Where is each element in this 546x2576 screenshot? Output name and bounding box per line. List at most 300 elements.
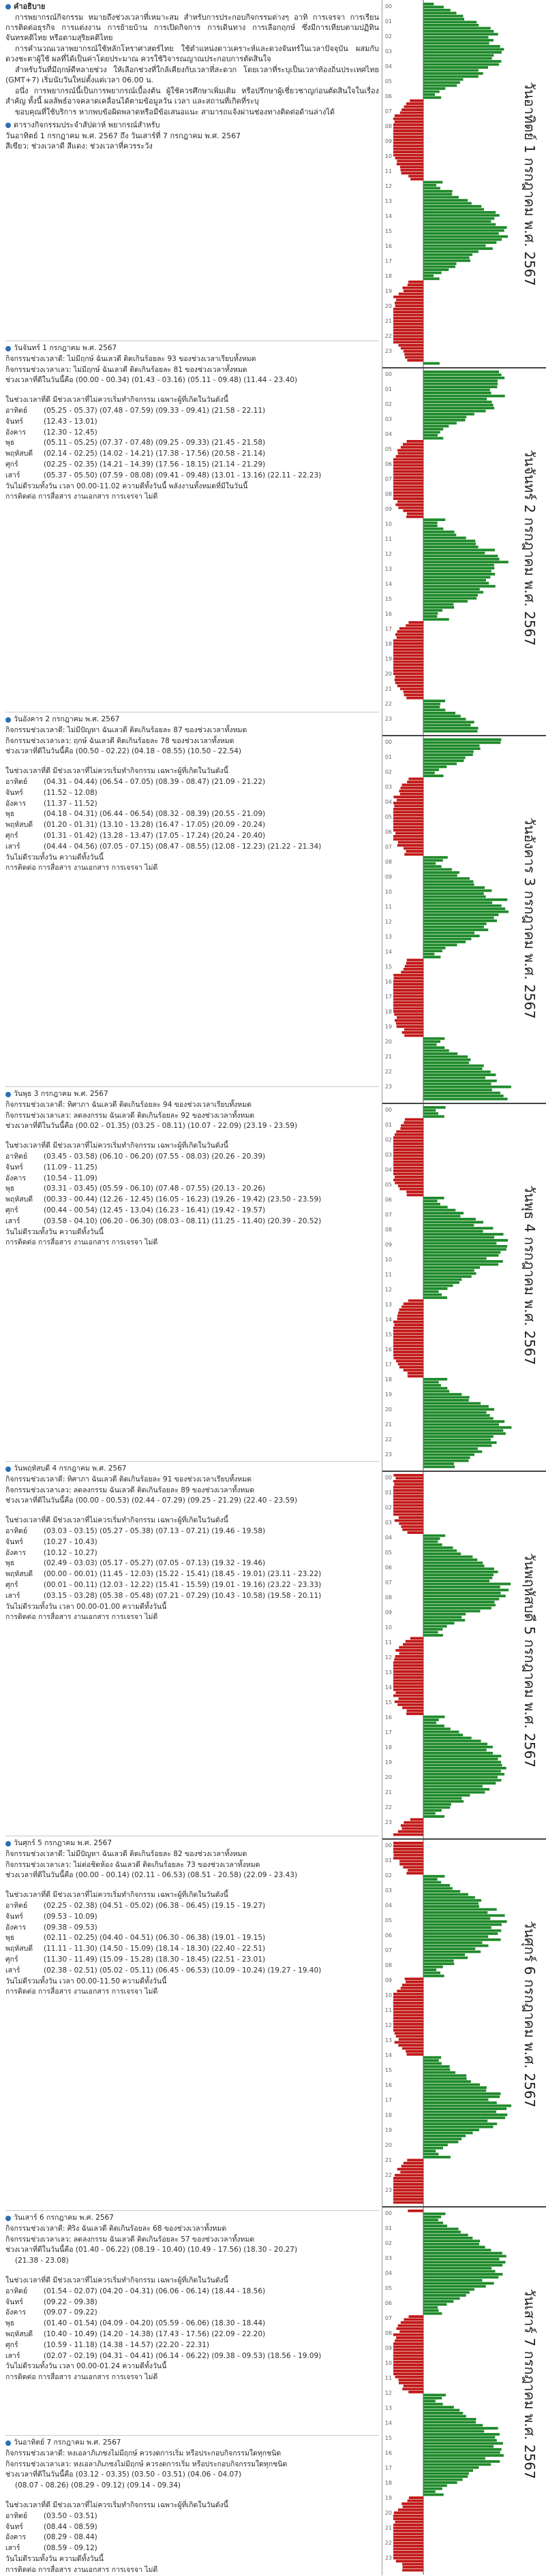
day-chart-panel: [382, 0, 546, 368]
weekday-row: [5, 1901, 379, 1912]
good-time-bar: [423, 2056, 441, 2059]
hour-label: 15: [384, 1699, 392, 1706]
bad-time-bar: [395, 1477, 423, 1479]
good-time-bar: [423, 1115, 444, 1118]
bad-time-bar: [407, 781, 423, 783]
good-time-bar: [423, 1248, 506, 1251]
hour-label: 09: [384, 1609, 392, 1616]
bad-time-bar: [393, 329, 423, 332]
bad-time-bar: [393, 491, 423, 494]
hour-label: 02: [384, 33, 392, 40]
good-time-bar: [423, 883, 474, 886]
weekday-row: [5, 2308, 379, 2319]
weekday-row: [5, 1548, 379, 1559]
bad-time-bar: [393, 2011, 423, 2013]
good-time-bar: [423, 60, 502, 63]
bad-time-bar: [393, 1670, 423, 1673]
good-time-bar: [423, 1067, 483, 1070]
hour-label: 22: [384, 2540, 392, 2546]
good-time-bar: [423, 2107, 506, 2110]
hour-label: 19: [384, 2495, 392, 2501]
good-time-bar: [423, 1791, 485, 1794]
bad-time-bar: [393, 1854, 423, 1857]
good-range-cont: (08.07 - 08.26) (08.29 - 09.12) (09.14 - 09.34): [15, 2481, 181, 2490]
bad-time-bar: [393, 497, 423, 500]
good-time-bar: [423, 2463, 491, 2466]
good-time-bar: [423, 1550, 457, 1552]
bad-time-bar: [398, 1830, 423, 1833]
good-time-bar: [423, 2273, 502, 2276]
hour-label: 04: [384, 1535, 392, 1541]
good-time-bar: [423, 1393, 461, 1396]
good-time-bar: [423, 892, 484, 895]
day-note: วันไม่ดีรวมทั้งวัน ความดีทั้งวันนี้: [5, 1227, 104, 1236]
bad-time-bar: [395, 2340, 423, 2342]
good-time-bar: [423, 1788, 489, 1791]
bad-time-bar: [399, 344, 424, 347]
good-time-bar: [423, 1040, 440, 1043]
good-time-bar: [423, 2442, 503, 2445]
intro-heading: [5, 1, 379, 12]
bad-time-bar: [396, 2336, 423, 2339]
good-time-bar: [423, 205, 481, 208]
good-time-bar: [423, 949, 442, 952]
bad-time-bar: [403, 1643, 423, 1646]
good-time-bar: [423, 1881, 441, 1884]
good-time-bar: [423, 947, 446, 949]
good-time-bar: [423, 856, 448, 859]
good-time-bar: [423, 5, 444, 8]
day-title-row: [5, 1838, 379, 1849]
bad-time-bar: [404, 968, 423, 971]
spacer: [5, 1132, 379, 1141]
good-time-bar: [423, 1945, 489, 1947]
good-time-bar: [423, 1293, 442, 1296]
hour-label: 01: [384, 386, 392, 392]
panel-separator: [382, 735, 546, 736]
good-time-bar: [423, 956, 440, 958]
good-time-bar: [423, 2421, 476, 2423]
panel-separator: [382, 1838, 546, 1840]
hour-label: 19: [384, 1024, 392, 1030]
hour-label: 03: [384, 416, 392, 422]
good-time-bar: [423, 1088, 492, 1091]
good-time-bar: [423, 1592, 501, 1595]
weekday-times: (10.12 - 10.27): [44, 1548, 97, 1557]
bad-time-bar: [405, 356, 423, 359]
hour-label: 22: [384, 333, 392, 339]
hour-label: 13: [384, 566, 392, 572]
good-time-bar: [423, 184, 436, 187]
good-time-bar: [423, 1953, 465, 1956]
bad-time-bar: [393, 323, 423, 326]
bad-time-bar: [393, 1842, 423, 1844]
good-time-bar: [423, 1077, 485, 1080]
good-time-bar: [423, 738, 501, 741]
good-time-bar: [423, 1577, 492, 1580]
weekday-times: (03.58 - 04.10) (06.20 - 06.30) (08.03 - 08.11) (11.25 - 11.40) (20.39 - 20.52): [44, 1216, 322, 1225]
bad-time-bar: [393, 670, 423, 672]
weekday-row: [5, 1174, 379, 1184]
bad-time-bar: [406, 1640, 423, 1643]
good-time-bar: [423, 202, 472, 205]
bad-time-bar: [393, 657, 423, 660]
bad-time-bar: [393, 983, 423, 986]
weekday-name: พฤหัสบดี: [5, 2329, 33, 2338]
hour-label: 11: [384, 904, 392, 910]
bad-time-bar: [406, 697, 423, 700]
good-time-bar: [423, 1460, 469, 1462]
bad-time-bar: [401, 1125, 423, 1127]
hour-label: 11: [384, 2007, 392, 2013]
weekday-times: (09.22 - 09.38): [44, 2297, 97, 2306]
good-time-bar: [423, 9, 451, 12]
good-time-bar: [423, 15, 463, 18]
bad-time-bar: [399, 627, 423, 630]
good-time-bar: [423, 2403, 443, 2406]
hour-label: 10: [384, 1992, 392, 1998]
hour-label: 14: [384, 581, 392, 587]
hour-label: 05: [384, 1550, 392, 1556]
good-activity: กิจกรรมช่วงเวลาดี: ทิศาภา ฉันเลวดี ติดเกินร้อยละ 94 ของช่วงเวลาเรียบทั้งหมด: [5, 1100, 252, 1109]
weekday-row: [5, 820, 379, 831]
bad-time-bar: [393, 123, 423, 126]
good-time-bar: [423, 1402, 481, 1405]
bad-time-bar: [393, 1834, 423, 1836]
bad-time-bar: [393, 482, 423, 485]
bad-time-bar: [393, 1148, 423, 1151]
day-note: การติดต่อ การสื่อสาร งานเอกสาร การเจรจา ไม่ดี: [5, 1238, 158, 1247]
bad-time-bar: [393, 2524, 423, 2526]
hour-label: 03: [384, 2255, 392, 2261]
weekday-name: อาทิตย์: [5, 2511, 28, 2520]
weekday-times: (03.03 - 03.15) (05.27 - 05.38) (07.13 - 07.21) (19.46 - 19.58): [44, 1526, 266, 1535]
good-time-bar: [423, 425, 449, 428]
good-time-bar: [423, 543, 476, 546]
bad-time-bar: [395, 2032, 423, 2035]
day-note: วันไม่ดีรวมทั้งวัน เวลา 00.00-01.00 ความดีทั้งวันนี้: [5, 1602, 167, 1611]
good-time-bar: [423, 2071, 455, 2074]
good-time-bar: [423, 1776, 498, 1778]
bad-time-bar: [393, 320, 423, 323]
bad-time-bar: [408, 1372, 423, 1375]
good-time-bar: [423, 2291, 470, 2294]
good-time-bar: [423, 274, 434, 277]
legend-colors: สีเขียว: ช่วงเวลาดี สีแดง: ช่วงเวลาที่ควรระวัง: [5, 142, 153, 151]
good-time-bar: [423, 379, 498, 382]
bad-time-bar: [394, 1483, 423, 1486]
bad-time-bar: [393, 1676, 423, 1679]
good-time-bar: [423, 2484, 447, 2487]
good-time-bar: [423, 2457, 485, 2460]
good-time-bar: [423, 1203, 440, 1206]
hour-label: 13: [384, 934, 392, 940]
good-time-bar: [423, 1607, 491, 1609]
good-time-bar: [423, 896, 486, 898]
good-time-bar: [423, 2309, 439, 2312]
good-time-bar: [423, 1112, 438, 1115]
good-time-bar: [423, 1197, 444, 1199]
good-time-bar: [423, 524, 438, 527]
good-time-bar: [423, 917, 494, 920]
weekday-row: [5, 788, 379, 799]
good-time-bar: [423, 1046, 444, 1049]
good-time-bar: [423, 2231, 461, 2233]
hour-label: 23: [384, 716, 392, 722]
bad-time-bar: [406, 1712, 423, 1715]
good-time-bar: [423, 576, 490, 579]
good-time-bar: [423, 1411, 487, 1414]
good-time-bar: [423, 768, 439, 771]
bad-time-bar: [393, 1157, 423, 1160]
good-time-bar: [423, 389, 490, 392]
bad-time-bar: [407, 1710, 423, 1712]
bad-time-bar: [401, 169, 424, 172]
hour-label: 01: [384, 1857, 392, 1864]
good-time-bar: [423, 1941, 482, 1944]
bad-activity: กิจกรรมช่วงเวลาเลว: ลดลงกรรม ฉันเลวดี ติดเกินร้อยละ 89 ของช่วงเวลาทั้งหมด: [5, 1486, 255, 1494]
good-time-bar: [423, 2297, 460, 2300]
hour-label: 21: [384, 2525, 392, 2531]
bad-time-bar: [393, 1489, 423, 1492]
bad-time-bar: [407, 2053, 423, 2056]
good-time-bar: [423, 1384, 441, 1387]
bad-time-bar: [395, 121, 423, 123]
good-time-bar: [423, 1239, 508, 1242]
bad-time-bar: [404, 1028, 423, 1031]
good-time-bar: [423, 1432, 506, 1435]
good-time-bar: [423, 1056, 468, 1058]
good-time-bar: [423, 416, 466, 419]
weekday-times: (05.37 - 05.50) (07.59 - 08.08) (09.41 - 09.48) (13.01 - 13.16) (22.11 - 22.23): [44, 471, 322, 480]
bad-time-bar: [393, 1010, 423, 1013]
good-time-bar: [423, 2400, 436, 2402]
good-time-bar: [423, 1212, 464, 1214]
good-activity: กิจกรรมช่วงเวลาดี: ทิศาภา ฉันเลวดี ติดเกินร้อยละ 91 ของช่วงเวลาเรียบทั้งหมด: [5, 1475, 252, 1483]
good-time-bar: [423, 1962, 454, 1965]
good-time-bar: [423, 2487, 442, 2490]
good-time-bar: [423, 362, 440, 365]
bad-time-bar: [404, 693, 423, 696]
good-time-bar: [423, 437, 443, 440]
weekday-row: [5, 842, 379, 853]
good-time-bar: [423, 247, 493, 250]
bad-time-bar: [393, 808, 423, 811]
hour-label: 21: [384, 686, 392, 692]
bad-time-bar: [393, 1507, 423, 1510]
bad-time-bar: [393, 2351, 423, 2354]
weekday-times: (09.38 - 09.53): [44, 1923, 97, 1932]
weekday-row: [5, 2297, 379, 2308]
hour-label: 16: [384, 611, 392, 617]
bad-activity: กิจกรรมช่วงเวลาเลว: ไม่ต่อชิดห้อง ฉันเลวดี ติดเกินร้อยละ 73 ของช่วงเวลาทั้งหมด: [5, 1860, 260, 1869]
bad-time-bar: [393, 2542, 423, 2545]
good-time-bar: [423, 603, 453, 606]
weekday-row: [5, 438, 379, 449]
good-time-bar: [423, 907, 505, 910]
bad-time-bar: [410, 178, 423, 180]
weekday-times: (03.45 - 03.58) (06.10 - 06.20) (07.55 - 08.03) (20.26 - 20.39): [44, 1152, 266, 1161]
bad-time-bar: [393, 1857, 423, 1859]
good-time-bar: [423, 606, 454, 609]
bad-time-bar: [397, 636, 423, 639]
good-time-bar: [423, 618, 449, 621]
good-time-bar: [423, 1233, 504, 1236]
good-time-bar: [423, 96, 441, 99]
good-time-bar: [423, 880, 474, 883]
good-time-bar: [423, 1199, 438, 1202]
bad-time-bar: [393, 2017, 423, 2020]
hour-label: 12: [384, 2022, 392, 2028]
bad-time-bar: [395, 1655, 423, 1658]
weekday-times: (11.30 - 11.49) (15.09 - 15.28) (18.30 - 18.45) (22.51 - 23.01): [44, 1955, 266, 1964]
spacer: [5, 386, 379, 395]
good-time-bar: [423, 706, 440, 708]
day-section: [5, 2435, 379, 2576]
weekday-times: (05.11 - 05.25) (07.37 - 07.48) (09.25 - 09.33) (21.45 - 21.58): [44, 439, 266, 447]
good-time-bar: [423, 51, 502, 54]
good-time-bar: [423, 36, 489, 39]
good-time-bar: [423, 193, 452, 195]
good-time-bar: [423, 392, 491, 394]
good-time-bar: [423, 1052, 457, 1055]
hour-label: 07: [384, 1212, 392, 1218]
hour-label: 21: [384, 1789, 392, 1795]
good-time-bar: [423, 1947, 475, 1950]
bad-time-bar: [393, 2530, 423, 2532]
weekday-row: [5, 2287, 379, 2297]
good-time-bar: [423, 533, 456, 536]
hour-label: 09: [384, 2345, 392, 2351]
bad-time-bar: [393, 1685, 423, 1688]
good-time-bar: [423, 57, 492, 60]
hour-label: 15: [384, 1332, 392, 1338]
bad-time-bar: [396, 2560, 423, 2562]
good-time-bar: [423, 700, 445, 702]
bad-time-bar: [406, 102, 423, 105]
good-time-bar: [423, 2111, 496, 2114]
hour-label: 18: [384, 273, 392, 279]
bad-time-bar: [399, 2378, 424, 2381]
bad-time-bar: [393, 1336, 423, 1338]
good-time-bar: [423, 2409, 459, 2412]
bad-time-bar: [408, 621, 423, 624]
good-time-bar: [423, 751, 474, 753]
good-time-bar: [423, 262, 457, 265]
bad-time-bar: [396, 2035, 423, 2038]
good-time-bar: [423, 944, 457, 947]
bad-time-bar: [404, 1369, 423, 1372]
bad-time-bar: [395, 1691, 423, 1694]
good-time-bar: [423, 2418, 476, 2421]
bad-time-bar: [393, 995, 423, 998]
weekday-times: (03.50 - 03.51): [44, 2511, 97, 2520]
bad-time-bar: [393, 1004, 423, 1007]
bad-time-bar: [393, 640, 423, 642]
good-time-bar: [423, 226, 507, 229]
good-time-bar: [423, 1224, 474, 1227]
bad-time-bar: [396, 1022, 423, 1025]
hour-label: 08: [384, 1595, 392, 1601]
hour-label: 14: [384, 1317, 392, 1323]
good-time-bar: [423, 2077, 467, 2080]
weekday-name: จันทร์: [5, 2297, 23, 2306]
good-time-bar: [423, 2126, 494, 2129]
bad-time-bar: [400, 793, 423, 796]
weekday-row: [5, 1206, 379, 1216]
good-time-bar: [423, 2240, 480, 2242]
hour-label: 18: [384, 2480, 392, 2486]
hour-label: 10: [384, 1257, 392, 1263]
weekday-name: ศุกร์: [5, 1580, 18, 1589]
good-time-bar: [423, 187, 440, 189]
good-time-bar: [423, 2494, 444, 2496]
hour-label: 02: [384, 1872, 392, 1879]
day-chart-panel: [382, 736, 546, 1103]
bad-time-bar: [393, 1999, 423, 2002]
bad-time-bar: [401, 347, 423, 349]
good-time-bar: [423, 39, 494, 42]
good-time-bar: [423, 2095, 500, 2098]
bad-time-bar: [393, 2002, 423, 2005]
bad-time-bar: [393, 2539, 423, 2541]
bad-time-bar: [408, 778, 423, 781]
bad-time-bar: [399, 1516, 423, 1519]
weekday-times: (10.27 - 10.43): [44, 1537, 97, 1546]
hour-label: 04: [384, 1902, 392, 1909]
day-note: การติดต่อ การสื่อสาร งานเอกสาร การเจรจา ไม่ดี: [5, 864, 158, 873]
bad-time-bar: [393, 2363, 423, 2366]
bad-time-bar: [395, 2174, 423, 2177]
weekday-row: [5, 1966, 379, 1977]
weekday-name: ศุกร์: [5, 460, 18, 469]
bad-time-bar: [393, 802, 423, 804]
good-time-bar: [423, 2138, 461, 2141]
hour-label: 22: [384, 1436, 392, 1443]
good-time-bar: [423, 1462, 454, 1465]
hour-label: 11: [384, 1272, 392, 1278]
bad-time-bar: [397, 2168, 423, 2171]
bad-activity: กิจกรรมช่วงเวลาเลว: ฤกษ์ ฉันเลวดี ติดเกินร้อยละ 78 ของช่วงเวลาทั้งหมด: [5, 736, 234, 745]
good-activity: กิจกรรมช่วงเวลาดี: ศิริง ฉันเลวดี ติดเกินร้อยละ 68 ของช่วงเวลาทั้งหมด: [5, 2224, 227, 2233]
weekday-name: ศุกร์: [5, 1955, 18, 1964]
hour-label: 03: [384, 48, 392, 54]
bad-time-bar: [407, 512, 423, 515]
good-time-bar: [423, 434, 438, 437]
hour-label: 03: [384, 1887, 392, 1894]
hour-label: 17: [384, 1362, 392, 1368]
good-time-bar: [423, 727, 479, 729]
good-time-bar: [423, 898, 507, 901]
bad-time-bar: [404, 289, 423, 292]
good-time-bar: [423, 1893, 468, 1896]
good-range: ช่วงเวลาที่ดีในวันนี้คือ (03.12 - 03.35) (03.50 - 03.51) (04.06 - 04.07): [5, 2470, 241, 2479]
bad-time-bar: [395, 2041, 423, 2044]
hour-label: 02: [384, 401, 392, 407]
good-time-bar: [423, 81, 460, 84]
weekday-name: จันทร์: [5, 1537, 23, 1546]
good-time-bar: [423, 2445, 494, 2448]
good-time-bar: [423, 2300, 453, 2303]
bad-time-bar: [402, 1706, 423, 1709]
bad-time-bar: [407, 359, 423, 362]
hour-label: 04: [384, 431, 392, 437]
good-time-bar: [423, 1809, 442, 1812]
hour-label: 09: [384, 506, 392, 512]
good-time-bar: [423, 1806, 450, 1809]
good-time-bar: [423, 1447, 478, 1450]
good-time-bar: [423, 253, 472, 256]
